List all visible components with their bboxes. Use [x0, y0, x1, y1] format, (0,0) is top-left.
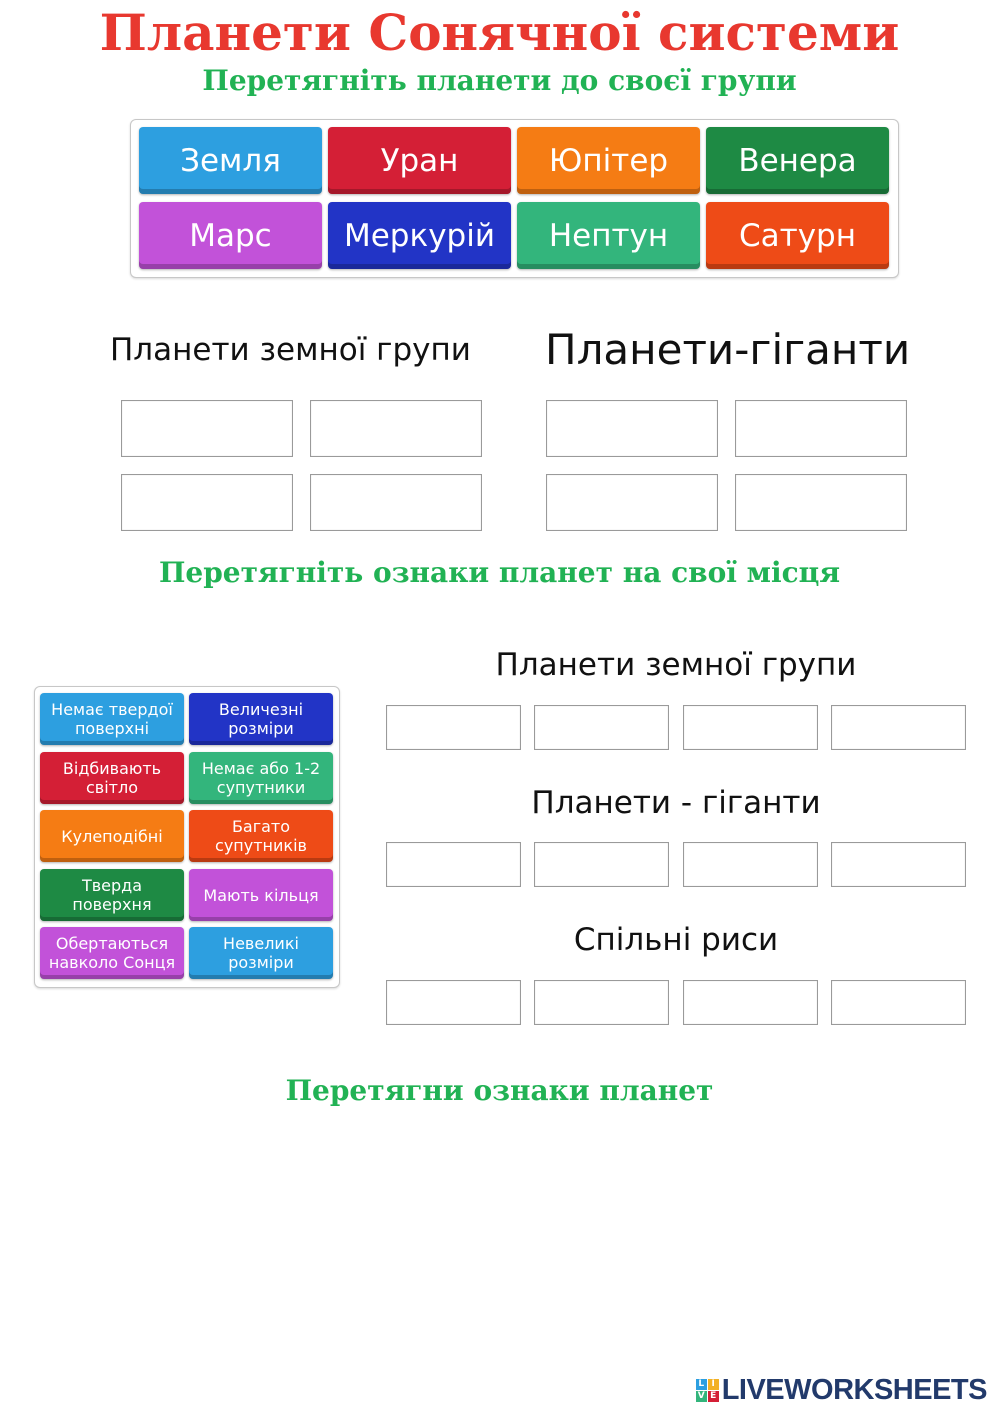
trait-tile[interactable]: Тверда поверхня — [40, 869, 184, 921]
planet-tile[interactable]: Марс — [139, 202, 322, 269]
logo-mark-icon: L I V E — [696, 1379, 719, 1402]
heading-terrestrial-traits: Планети земної групи — [495, 647, 857, 683]
planet-tile[interactable]: Нептун — [517, 202, 700, 269]
terrestrial-trait-slot[interactable] — [831, 705, 966, 750]
terrestrial-drop-slot[interactable] — [121, 400, 293, 457]
giants-drop-slot[interactable] — [735, 400, 907, 457]
page-title: Планети Сонячної системи — [99, 3, 900, 62]
giants-drop-slot[interactable] — [546, 474, 718, 531]
planet-tile[interactable]: Уран — [328, 127, 511, 194]
common-trait-slot[interactable] — [683, 980, 818, 1025]
instruction-drag-traits: Перетягни ознаки планет — [285, 1074, 714, 1107]
terrestrial-drop-slot[interactable] — [310, 474, 482, 531]
terrestrial-trait-slot[interactable] — [683, 705, 818, 750]
heading-common-traits: Спільні риси — [573, 922, 779, 958]
trait-tile[interactable]: Мають кільця — [189, 869, 333, 921]
trait-tile[interactable]: Немає або 1-2 супутники — [189, 752, 333, 804]
giants-drop-slot[interactable] — [735, 474, 907, 531]
heading-giants-group: Планети-гіганти — [545, 325, 911, 374]
giants-drop-slot[interactable] — [546, 400, 718, 457]
terrestrial-trait-slot[interactable] — [386, 705, 521, 750]
trait-tile[interactable]: Величезні розміри — [189, 693, 333, 745]
trait-tile[interactable]: Немає твердої поверхні — [40, 693, 184, 745]
instruction-traits: Перетягніть ознаки планет на свої місця — [158, 556, 841, 589]
logo-text: LIVEWORKSHEETS — [721, 1374, 987, 1406]
trait-tile[interactable]: Невеликі розміри — [189, 927, 333, 979]
trait-tile[interactable]: Відбивають світло — [40, 752, 184, 804]
giants-trait-slot[interactable] — [534, 842, 669, 887]
giants-trait-slot[interactable] — [683, 842, 818, 887]
planet-tile[interactable]: Венера — [706, 127, 889, 194]
planet-tile[interactable]: Земля — [139, 127, 322, 194]
instruction-planets: Перетягніть планети до своєї групи — [202, 64, 797, 97]
planet-tile[interactable]: Меркурій — [328, 202, 511, 269]
trait-tile[interactable]: Кулеподібні — [40, 810, 184, 862]
common-trait-slot[interactable] — [386, 980, 521, 1025]
giants-trait-slot[interactable] — [831, 842, 966, 887]
terrestrial-trait-slot[interactable] — [534, 705, 669, 750]
giants-trait-slot[interactable] — [386, 842, 521, 887]
terrestrial-drop-slot[interactable] — [310, 400, 482, 457]
heading-giants-traits: Планети - гіганти — [531, 785, 821, 821]
trait-tile[interactable]: Обертаються навколо Сонця — [40, 927, 184, 979]
heading-terrestrial-group: Планети земної групи — [110, 332, 471, 368]
planet-tile[interactable]: Юпітер — [517, 127, 700, 194]
liveworksheets-logo — [696, 1374, 987, 1407]
trait-tile[interactable]: Багато супутників — [189, 810, 333, 862]
common-trait-slot[interactable] — [831, 980, 966, 1025]
terrestrial-drop-slot[interactable] — [121, 474, 293, 531]
common-trait-slot[interactable] — [534, 980, 669, 1025]
planet-tile[interactable]: Сатурн — [706, 202, 889, 269]
